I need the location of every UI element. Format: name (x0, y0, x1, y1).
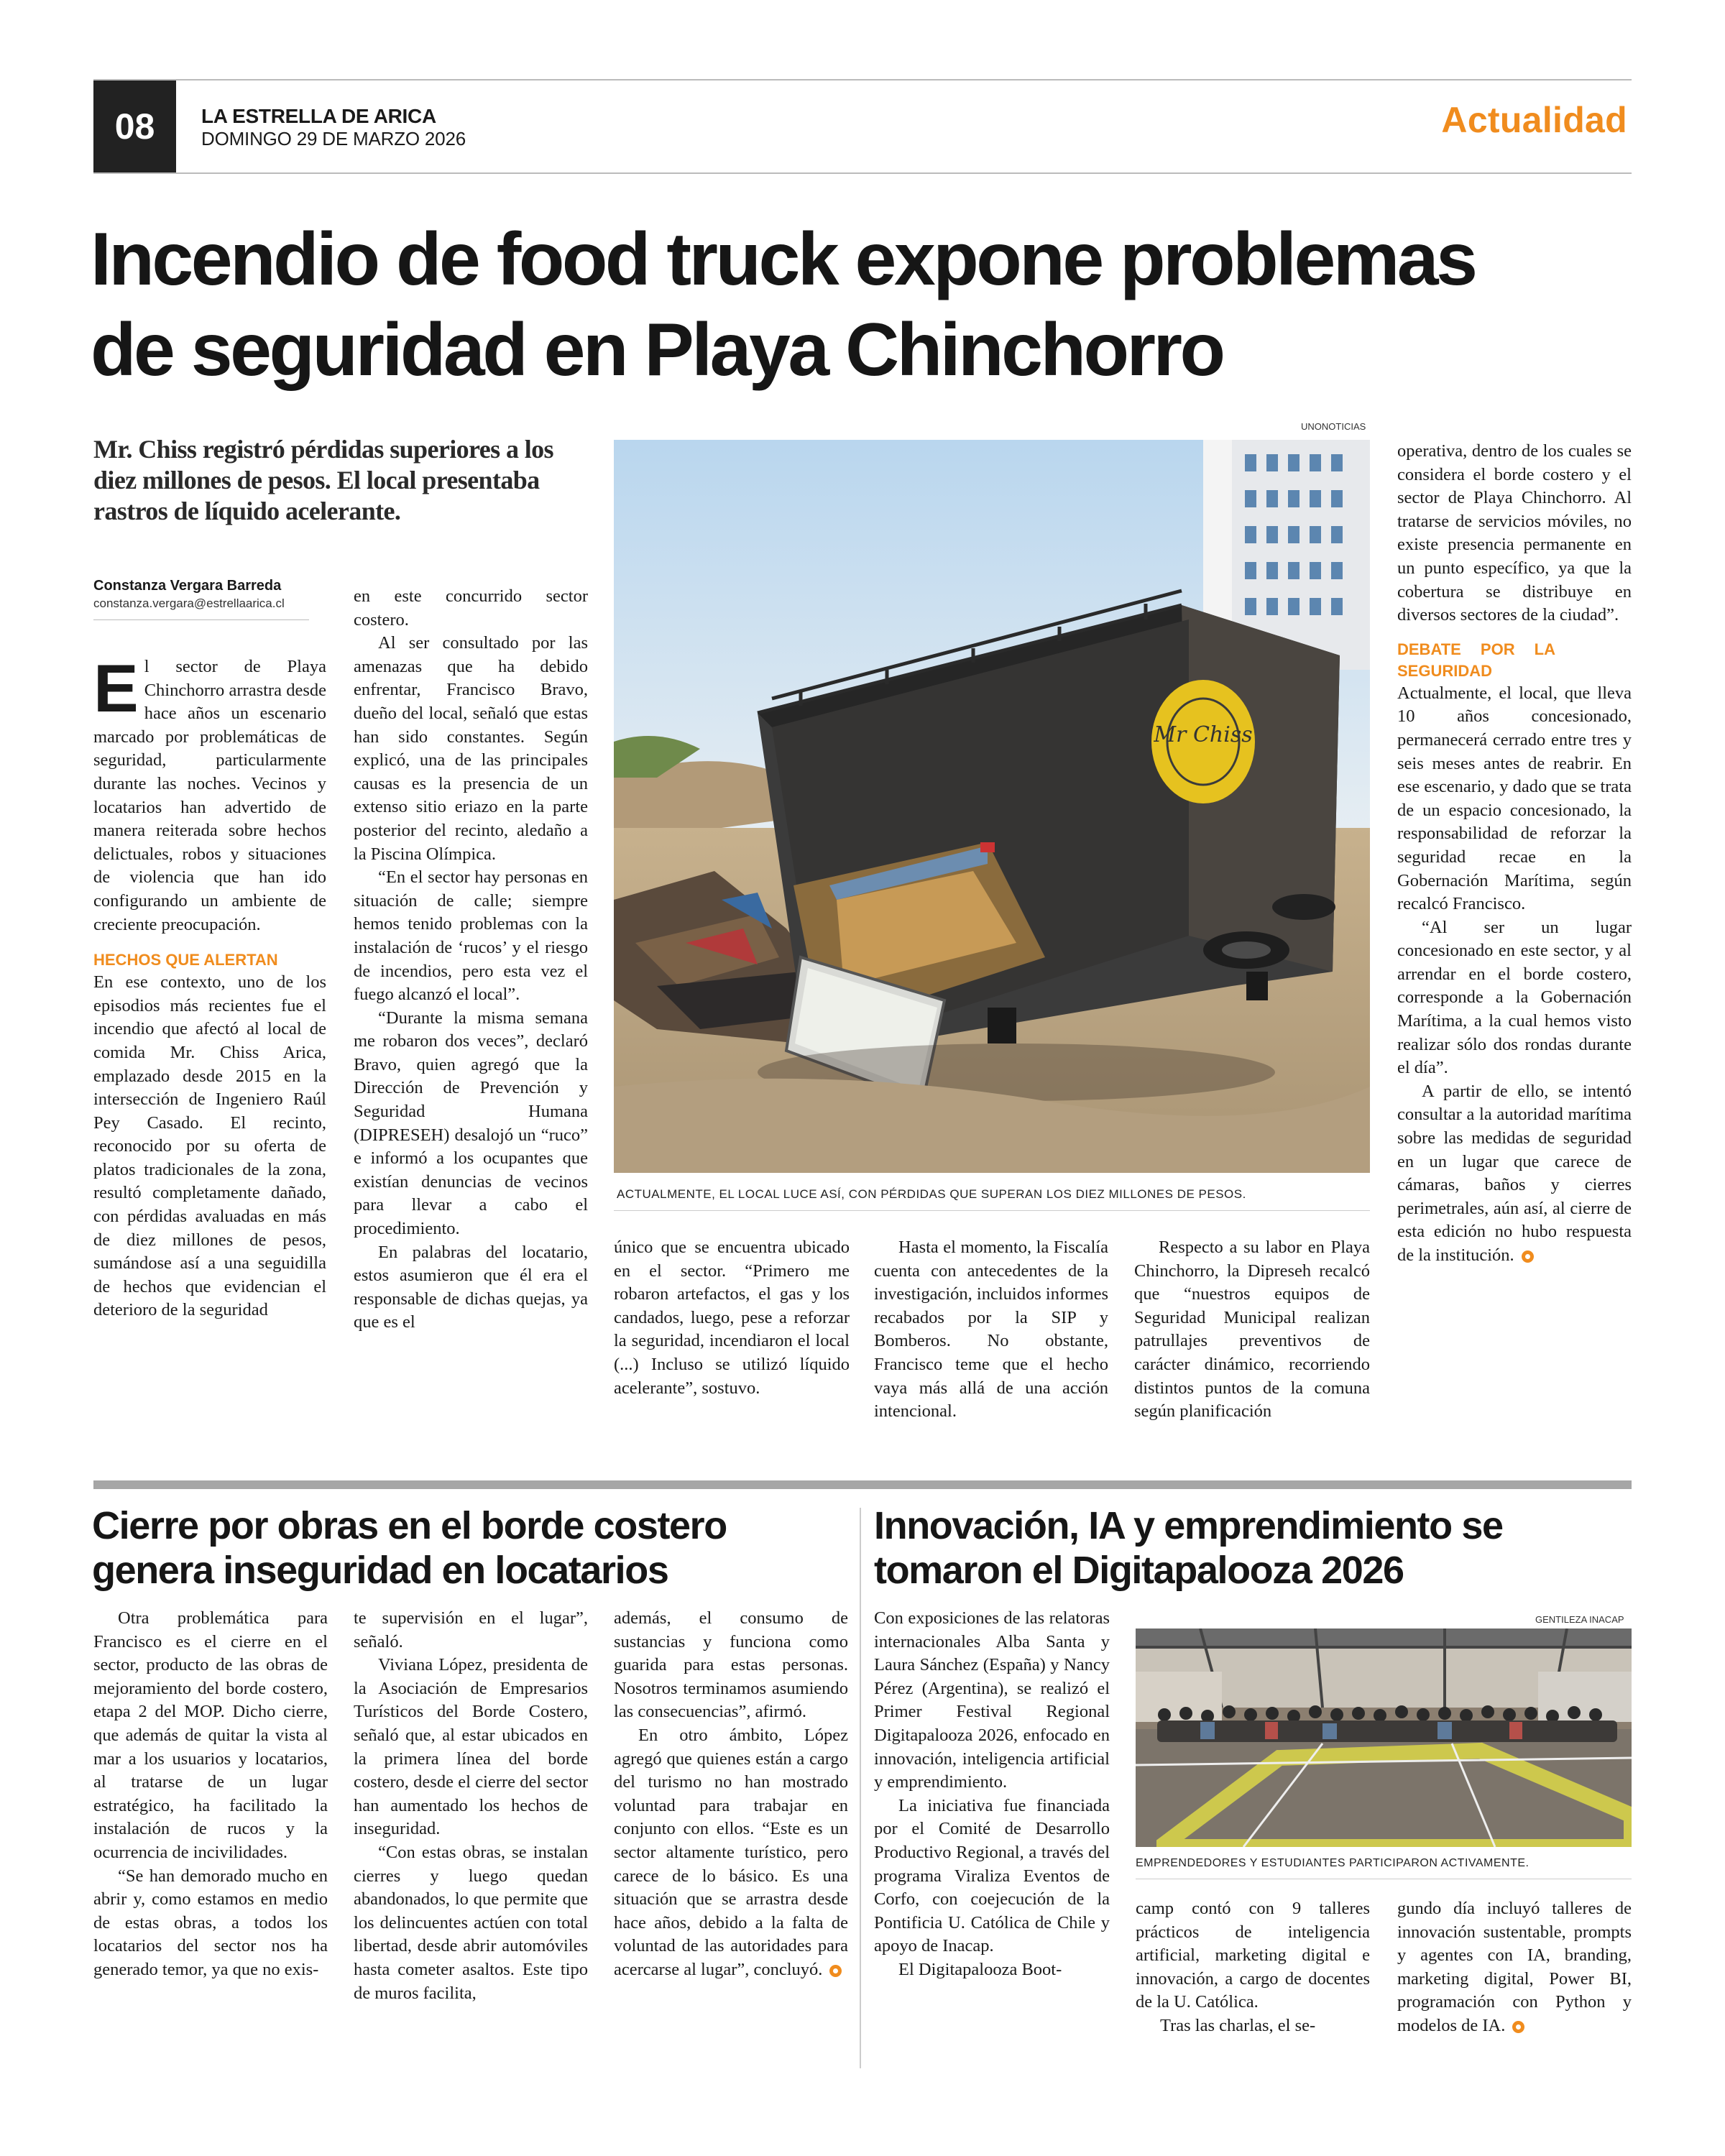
second-headline-line-2: genera inseguridad en locatarios (92, 1549, 668, 1592)
truck-sign-text: Mr Chiss (1154, 722, 1253, 747)
crowd-photo (1136, 1628, 1632, 1847)
food-truck-photo (614, 440, 1370, 1173)
col2-p1: en este concurrido sector costero. (354, 586, 588, 630)
subhead-hechos: HECHOS QUE ALERTAN (93, 951, 278, 969)
second-c2-p3: “Con estas obras, se instalan cierres y luego quedan abandonados, lo que permite que los delincuentes actúen con total libertad, desde abrir automóviles hasta cometer asaltos. Este tipo de muros facilita, (354, 1842, 588, 2003)
headline-line-2: de seguridad en Playa Chinchorro (91, 308, 1223, 392)
second-c2-p2: Viviana López, presidenta de la Asociación de Empresarios Turísticos del Borde Costero, señaló que, al estar ubicados en la primera línea del borde costero, desde el cierre del sector han aumentado los hechos de inseguridad. (354, 1655, 588, 1839)
newspaper-name: LA ESTRELLA DE ARICA (201, 105, 436, 127)
col1-p2: En ese contexto, uno de los episodios más recientes fue el incendio que afectó al local de comida Mr. Chiss Arica, emplazado desde 2015 en la intersección de Ingeniero Raúl Pey Casado. El recinto, reconocido por su oferta de platos tradicionales de la zona, resultó completamente dañado, con pérdidas avaluadas en más de diez millones de pesos, sumándose así a una seguidilla de hechos que evidencian el deterioro de la seguridad (93, 972, 326, 1320)
issue-date: DOMINGO 29 DE MARZO 2026 (201, 128, 466, 149)
author-email[interactable]: constanza.vergara@estrellaarica.cl (93, 596, 285, 610)
main-col-2 (354, 585, 588, 1335)
col6-p2: Actualmente, el local, que lleva 10 años concesionado, permanecerá cerrado entre tres y seis meses antes de reabrir. En ese escenario, y dado que se trata de un espacio concesionado, la responsabilidad de reforzar la seguridad recae en la Gobernación Marítima, según recalcó Francisco. (1397, 683, 1632, 914)
second-headline-line-1: Cierre por obras en el borde costero (92, 1504, 727, 1547)
lead-paragraph: Mr. Chiss registró pérdidas superiores a los diez millones de pesos. El local presentaba rastros de líquido acelerante. (93, 435, 553, 525)
col2-p5: En palabras del locatario, estos asumieron que él era el responsable de dichas quejas, ya que es el (354, 1242, 588, 1332)
third-headline-line-2: tomaron el Digitapalooza 2026 (874, 1549, 1404, 1592)
third-c2-p2: Tras las charlas, el se- (1160, 2015, 1316, 2035)
main-col-4 (874, 1236, 1108, 1424)
main-col-5 (1134, 1236, 1370, 1424)
col2-p4: “Durante la misma semana me robaron dos veces”, declaró Bravo, quien agregó que la Dirección de Prevención y Seguridad Humana (DIPRESEH) desalojó un “ruco” e informó a los ocupantes que existían denuncias de vecinos para llevar a cabo el procedimiento. (354, 1008, 588, 1239)
third-c2-p1: camp contó con 9 talleres prácticos de inteligencia artificial, marketing digital e innovación, a cargo de docentes de la U. Católica. (1136, 1899, 1370, 2012)
event-photo-credit: GENTILEZA INACAP (1535, 1614, 1624, 1625)
event-photo-caption: EMPRENDEDORES Y ESTUDIANTES PARTICIPARON ACTIVAMENTE. (1136, 1857, 1530, 1869)
col6-p3: “Al ser un lugar concesionado en este sector, y al arrendar en el borde costero, corresponde a la Gobernación Marítima, a la cual hemos visto realizar sólo dos rondas durante el día”. (1397, 917, 1632, 1078)
second-col-1 (93, 1607, 328, 1982)
second-headline (92, 1503, 868, 1593)
section-divider (93, 1480, 1632, 1489)
main-photo (614, 440, 1370, 1173)
third-col-3 (1397, 1897, 1632, 2038)
main-headline (91, 214, 1643, 395)
col3-p1: único que se encuentra ubicado en el sector. “Primero me robaron artefactos, el gas y los candados, luego, pese a reforzar la seguridad, incendiaron el local (...) Incluso se utilizó líquido acelerante”, sostuvo. (614, 1238, 850, 1398)
col2-p2: Al ser consultado por las amenazas que ha debido enfrentar, Francisco Bravo, dueño del local, señaló que estas han sido constantes. Según explicó, una de las principales causas es la presencia de un extenso sitio eriazo en la parte posterior del recinto, aledaño a la Piscina Olímpica. (354, 633, 588, 864)
col5-p1: Respecto a su labor en Playa Chinchorro, la Dipreseh recalcó que “nuestros equipos de Seguridad Municipal realizan patrullajes preventivos de carácter dinámico, recorriendo distintos puntos de la comuna según planificación (1134, 1238, 1370, 1422)
main-col-1 (93, 650, 326, 1322)
third-headline-line-1: Innovación, IA y emprendimiento se (874, 1504, 1503, 1547)
second-col-2 (354, 1607, 588, 2005)
third-c1-p1: Con exposiciones de las relatoras internacionales Alba Santa y Laura Sánchez (España) y Nancy Pérez (Argentina), se realizó el Primer Festival Regional Digitapalooza 2026, enfocado en innovación, inteligencia artificial y emprendimiento. (874, 1608, 1110, 1792)
col4-p1: Hasta el momento, la Fiscalía cuenta con antecedentes de la investigación, incluidos informes recabados por la SIP y Bomberos. No obstante, Francisco teme que el hecho vaya más allá de una acción intencional. (874, 1238, 1108, 1422)
end-mark-icon (1522, 1250, 1534, 1263)
second-c3-p2: En otro ámbito, López agregó que quienes están a cargo del turismo no han mostrado voluntad para trabajar en conjunto con ellos. “Este es un sector altamente turístico, pero carece de lo básico. Es una situación que se arrastra desde hace años, debido a la falta de voluntad de las autoridades para acercarse al lugar”, concluyó. (614, 1725, 848, 1979)
headline-line-1: Incendio de food truck expone problemas (91, 218, 1476, 301)
main-photo-caption: ACTUALMENTE, EL LOCAL LUCE ASÍ, CON PÉRDIDAS QUE SUPERAN LOS DIEZ MILLONES DE PESOS. (617, 1187, 1246, 1201)
third-headline (874, 1503, 1636, 1593)
third-c3-p1: gundo día incluyó talleres de innovación sustentable, prompts y agentes con IA, branding, marketing digital, Power BI, programación con Python y modelos de IA. (1397, 1899, 1632, 2035)
end-mark-icon (1512, 2021, 1524, 2033)
col1-p1: l sector de Playa Chinchorro arrastra desde hace años un escenario marcado por problemáticas de seguridad, particularmente durante las noches. Vecinos y locatarios han advertido de manera reiterada sobre hechos delictuales, robos y situaciones de violencia que han ido configurando un ambiente de creciente preocupación. (93, 657, 326, 934)
col6-p4: A partir de ello, se intentó consultar a la autoridad marítima sobre las medidas de seguridad en un lugar que carece de cámaras, baños y cierres perimetrales, aún así, al cierre de esta edición no hubo respuesta de la institución. (1397, 1081, 1632, 1265)
drop-cap: E (93, 650, 139, 726)
second-c2-p1: te supervisión en el lugar”, señaló. (354, 1608, 588, 1651)
main-col-3 (614, 1236, 850, 1400)
second-c1-p1: Otra problemática para Francisco es el cierre en el sector, producto de las obras de mejoramiento del borde costero, etapa 2 del MOP. Dicho cierre, que además de quitar la vista al mar a los usuarios y locatarios, al tratarse de un lugar estratégico, ha facilitado la instalación de rucos y la ocurrencia de incivilidades. (93, 1608, 328, 1862)
main-col-6 (1397, 440, 1632, 1268)
column-divider (860, 1508, 861, 2068)
second-col-3 (614, 1607, 848, 1982)
col2-p3: “En el sector hay personas en situación de calle; siempre hemos tenido problemas con la instalación de ‘rucos’ y el riesgo de incendios, pero esta vez el fuego alcanzó el local”. (354, 867, 588, 1005)
end-mark-icon (829, 1965, 842, 1977)
third-col-2 (1136, 1897, 1370, 2038)
subhead-debate: DEBATE POR LA SEGURIDAD (1397, 640, 1555, 680)
second-c3-p1: además, el consumo de sustancias y funciona como guarida para estas personas. Nosotros terminamos asumiendo las consecuencias”, afirmó. (614, 1608, 848, 1722)
col6-p1: operativa, dentro de los cuales se considera el borde costero y el sector de Playa Chinchorro. Al tratarse de servicios móviles, no existe presencia permanente en un punto específico, ya que la cobertura se distribuye en diversos sectores de la ciudad”. (1397, 441, 1632, 625)
third-c1-p3: El Digitapalooza Boot- (898, 1959, 1062, 1979)
event-photo (1136, 1628, 1632, 1847)
author-name: Constanza Vergara Barreda (93, 578, 282, 594)
third-col-1 (874, 1607, 1110, 1982)
page-number: 08 (93, 80, 176, 172)
photo-credit: UNONOTICIAS (1301, 421, 1366, 432)
section-name: Actualidad (1441, 100, 1627, 140)
third-c1-p2: La iniciativa fue financiada por el Comité de Desarrollo Productivo Regional, a través del programa Viraliza Eventos de Corfo, con coejecución de la Pontificia U. Católica de Chile y apoyo de Inacap. (874, 1795, 1110, 1956)
second-c1-p2: “Se han demorado mucho en abrir y, como estamos en medio de estas obras, a todos los locatarios del sector nos ha generado temor, ya que no exis- (93, 1866, 328, 1979)
